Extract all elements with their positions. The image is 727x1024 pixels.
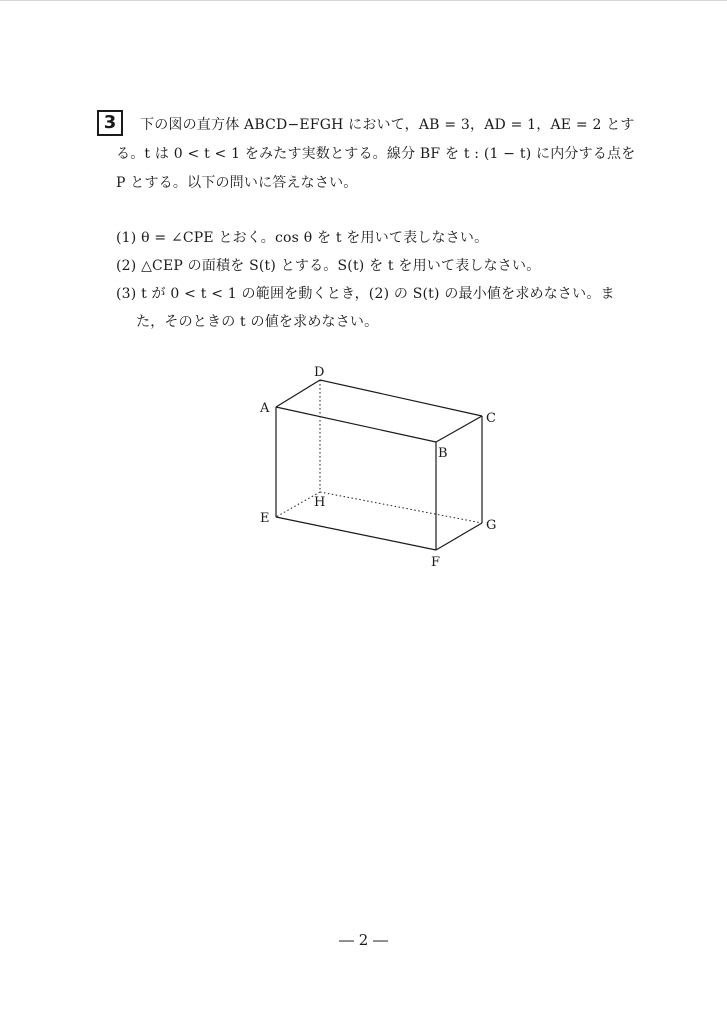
top-border (0, 0, 727, 1)
question-3-line-1: (3) t が 0 < t < 1 の範囲を動くとき，(2) の S(t) の最小値を求めなさい。ま (116, 286, 615, 302)
vertex-label-D: D (314, 365, 325, 380)
page-number: ― 2 ― (338, 931, 389, 949)
question-1: (1) θ = ∠CPE とおく。cos θ を t を用いて表しなさい。 (116, 230, 489, 246)
edge-BC (436, 416, 482, 442)
edge-EF (276, 517, 436, 550)
vertex-label-C: C (486, 411, 496, 426)
problem-statement-line-2: る。t は 0 < t < 1 をみたす実数とする。線分 BF を t : (1 − t) に内分する点を (116, 146, 636, 162)
vertex-label-H: H (314, 495, 326, 510)
edge-AB (276, 407, 436, 442)
vertex-label-B: B (438, 446, 448, 461)
problem-statement-line-3: P とする。以下の問いに答えなさい。 (116, 175, 358, 191)
problem-statement-line-1: 下の図の直方体 ABCD−EFGH において，AB = 3，AD = 1，AE = 2 とす (140, 117, 635, 133)
edge-DC (320, 380, 482, 416)
edge-AD (276, 380, 320, 407)
question-3-line-2: た，そのときの t の値を求めなさい。 (136, 314, 379, 330)
edge-HG (320, 492, 482, 523)
vertex-label-E: E (260, 511, 270, 526)
question-2: (2) △CEP の面積を S(t) とする。S(t) を t を用いて表しなさい。 (116, 258, 541, 274)
problem-number-box: 3 (97, 110, 123, 136)
vertex-label-G: G (486, 518, 497, 533)
vertex-label-F: F (431, 555, 441, 570)
vertex-label-A: A (260, 401, 270, 416)
edge-FG (436, 523, 482, 550)
cuboid-figure (250, 360, 510, 575)
cuboid-diagram (250, 360, 510, 575)
